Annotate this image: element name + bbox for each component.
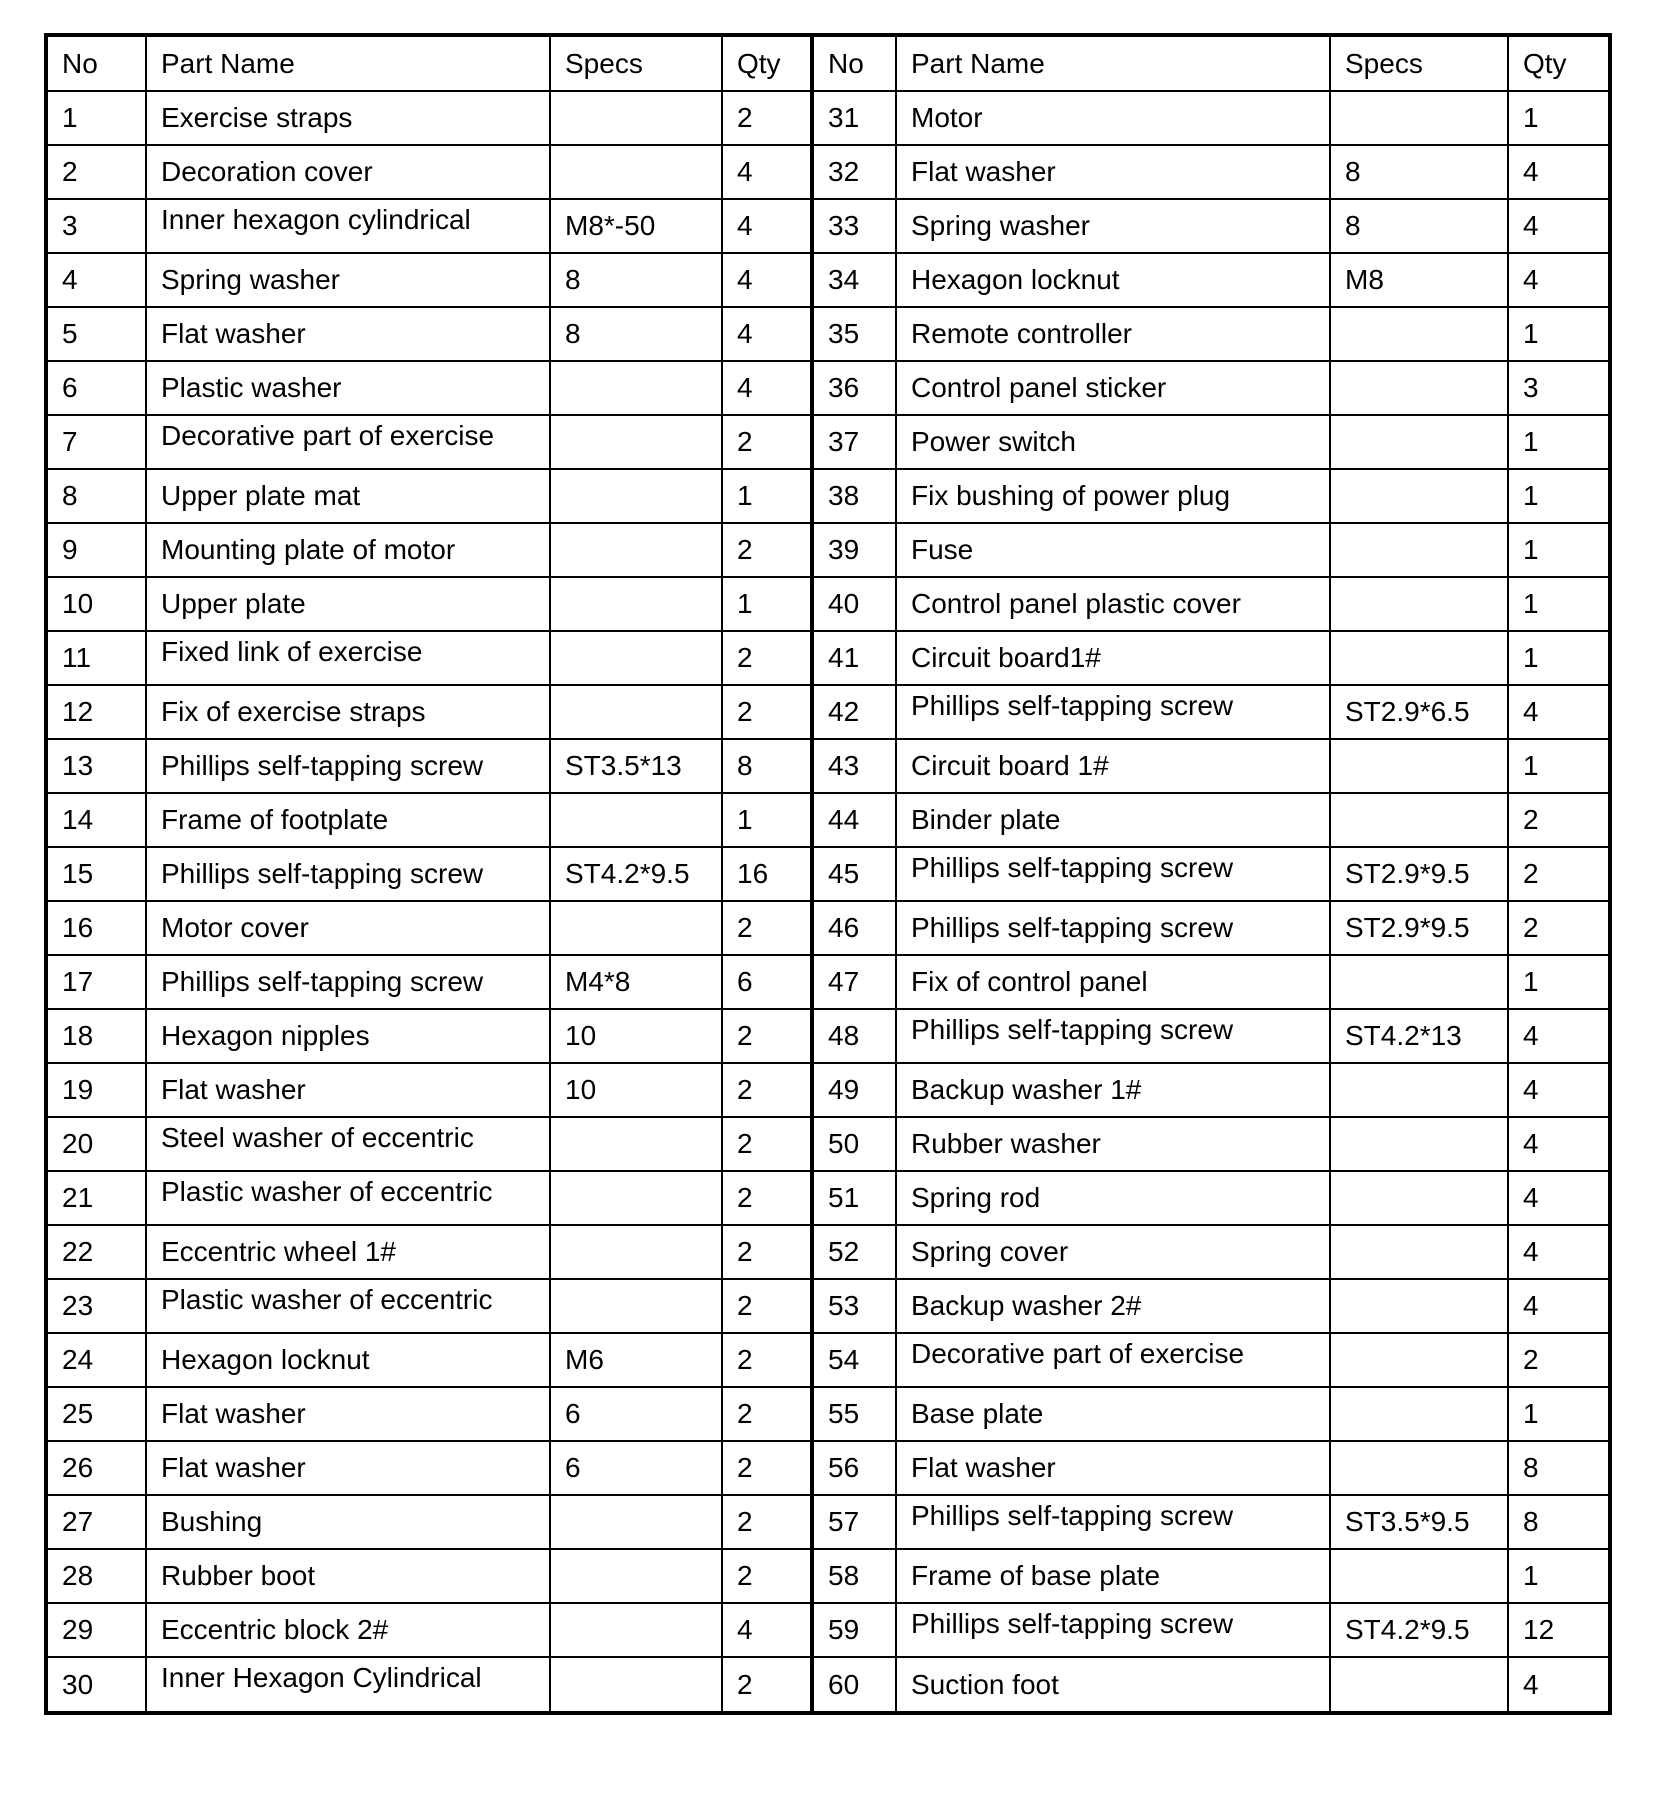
part-name-left: Mounting plate of motor bbox=[146, 523, 550, 577]
part-qty-right: 8 bbox=[1508, 1495, 1608, 1549]
part-name-right: Phillips self-tapping screw bbox=[896, 1009, 1330, 1063]
col-header-specs-right: Specs bbox=[1330, 37, 1508, 91]
part-specs-left bbox=[550, 469, 722, 523]
part-number-left: 28 bbox=[48, 1549, 146, 1603]
part-qty-left: 2 bbox=[722, 1549, 812, 1603]
part-number-left: 21 bbox=[48, 1171, 146, 1225]
part-number-right: 41 bbox=[812, 631, 896, 685]
part-qty-left: 2 bbox=[722, 1441, 812, 1495]
part-specs-left bbox=[550, 1117, 722, 1171]
col-header-no-right: No bbox=[812, 37, 896, 91]
table-row bbox=[48, 469, 1608, 523]
table-row bbox=[48, 1171, 1608, 1225]
part-qty-left: 1 bbox=[722, 577, 812, 631]
table-row bbox=[48, 1117, 1608, 1171]
part-qty-right: 1 bbox=[1508, 469, 1608, 523]
part-name-left: Hexagon locknut bbox=[146, 1333, 550, 1387]
part-name-right: Phillips self-tapping screw bbox=[896, 685, 1330, 739]
part-name-left: Bushing bbox=[146, 1495, 550, 1549]
part-name-left: Flat washer bbox=[146, 307, 550, 361]
part-number-right: 60 bbox=[812, 1657, 896, 1711]
part-number-left: 20 bbox=[48, 1117, 146, 1171]
part-specs-right bbox=[1330, 1333, 1508, 1387]
part-name-right: Base plate bbox=[896, 1387, 1330, 1441]
part-name-left: Inner Hexagon Cylindrical bbox=[146, 1657, 550, 1711]
part-name-left: Decorative part of exercise bbox=[146, 415, 550, 469]
table-row bbox=[48, 523, 1608, 577]
part-qty-left: 2 bbox=[722, 1495, 812, 1549]
part-number-right: 39 bbox=[812, 523, 896, 577]
part-name-right: Control panel sticker bbox=[896, 361, 1330, 415]
part-qty-left: 2 bbox=[722, 1171, 812, 1225]
part-specs-right bbox=[1330, 793, 1508, 847]
part-qty-left: 2 bbox=[722, 1009, 812, 1063]
part-qty-right: 1 bbox=[1508, 955, 1608, 1009]
part-number-left: 14 bbox=[48, 793, 146, 847]
part-qty-left: 4 bbox=[722, 253, 812, 307]
part-specs-right bbox=[1330, 1657, 1508, 1711]
part-name-right: Suction foot bbox=[896, 1657, 1330, 1711]
part-qty-left: 1 bbox=[722, 793, 812, 847]
part-specs-left bbox=[550, 1657, 722, 1711]
part-name-left: Phillips self-tapping screw bbox=[146, 955, 550, 1009]
part-name-right: Phillips self-tapping screw bbox=[896, 1603, 1330, 1657]
part-number-left: 9 bbox=[48, 523, 146, 577]
part-name-right: Remote controller bbox=[896, 307, 1330, 361]
part-number-right: 43 bbox=[812, 739, 896, 793]
part-number-right: 47 bbox=[812, 955, 896, 1009]
part-specs-right: M8 bbox=[1330, 253, 1508, 307]
part-name-right: Backup washer 1# bbox=[896, 1063, 1330, 1117]
table-row bbox=[48, 145, 1608, 199]
part-number-right: 33 bbox=[812, 199, 896, 253]
part-specs-left bbox=[550, 685, 722, 739]
part-qty-right: 1 bbox=[1508, 631, 1608, 685]
part-number-left: 3 bbox=[48, 199, 146, 253]
part-number-left: 22 bbox=[48, 1225, 146, 1279]
part-number-left: 11 bbox=[48, 631, 146, 685]
table-row bbox=[48, 631, 1608, 685]
part-number-right: 42 bbox=[812, 685, 896, 739]
part-specs-left: 8 bbox=[550, 253, 722, 307]
part-qty-right: 4 bbox=[1508, 1279, 1608, 1333]
part-name-right: Fuse bbox=[896, 523, 1330, 577]
part-name-left: Hexagon nipples bbox=[146, 1009, 550, 1063]
part-name-left: Upper plate bbox=[146, 577, 550, 631]
part-number-left: 16 bbox=[48, 901, 146, 955]
part-number-left: 2 bbox=[48, 145, 146, 199]
part-name-left: Steel washer of eccentric bbox=[146, 1117, 550, 1171]
part-specs-left bbox=[550, 1279, 722, 1333]
part-qty-right: 1 bbox=[1508, 91, 1608, 145]
part-number-right: 31 bbox=[812, 91, 896, 145]
part-number-right: 44 bbox=[812, 793, 896, 847]
part-number-right: 53 bbox=[812, 1279, 896, 1333]
part-specs-left bbox=[550, 577, 722, 631]
part-number-left: 26 bbox=[48, 1441, 146, 1495]
part-name-right: Backup washer 2# bbox=[896, 1279, 1330, 1333]
part-qty-right: 1 bbox=[1508, 523, 1608, 577]
part-name-left: Eccentric wheel 1# bbox=[146, 1225, 550, 1279]
part-number-left: 10 bbox=[48, 577, 146, 631]
part-specs-left bbox=[550, 793, 722, 847]
part-number-right: 49 bbox=[812, 1063, 896, 1117]
part-name-left: Plastic washer bbox=[146, 361, 550, 415]
part-number-right: 56 bbox=[812, 1441, 896, 1495]
part-qty-left: 4 bbox=[722, 361, 812, 415]
table-row bbox=[48, 1063, 1608, 1117]
part-specs-right bbox=[1330, 523, 1508, 577]
col-header-qty-right: Qty bbox=[1508, 37, 1608, 91]
table-row bbox=[48, 1549, 1608, 1603]
part-qty-left: 2 bbox=[722, 901, 812, 955]
part-name-right: Spring rod bbox=[896, 1171, 1330, 1225]
table-row bbox=[48, 901, 1608, 955]
part-number-left: 15 bbox=[48, 847, 146, 901]
part-specs-right bbox=[1330, 307, 1508, 361]
part-specs-right bbox=[1330, 631, 1508, 685]
part-qty-right: 4 bbox=[1508, 1009, 1608, 1063]
part-specs-right bbox=[1330, 1549, 1508, 1603]
part-number-right: 57 bbox=[812, 1495, 896, 1549]
part-qty-left: 2 bbox=[722, 1657, 812, 1711]
part-name-right: Fix bushing of power plug bbox=[896, 469, 1330, 523]
col-header-part-name: Part Name bbox=[146, 37, 550, 91]
part-qty-right: 1 bbox=[1508, 739, 1608, 793]
table-row bbox=[48, 577, 1608, 631]
col-header-part-name-right: Part Name bbox=[896, 37, 1330, 91]
part-specs-left bbox=[550, 1495, 722, 1549]
part-specs-left: M6 bbox=[550, 1333, 722, 1387]
part-name-left: Phillips self-tapping screw bbox=[146, 847, 550, 901]
part-name-left: Plastic washer of eccentric bbox=[146, 1171, 550, 1225]
part-name-left: Frame of footplate bbox=[146, 793, 550, 847]
part-specs-right: 8 bbox=[1330, 145, 1508, 199]
part-name-left: Flat washer bbox=[146, 1441, 550, 1495]
part-qty-left: 8 bbox=[722, 739, 812, 793]
part-specs-left bbox=[550, 901, 722, 955]
part-name-left: Fix of exercise straps bbox=[146, 685, 550, 739]
part-qty-left: 2 bbox=[722, 91, 812, 145]
part-specs-left: 6 bbox=[550, 1441, 722, 1495]
part-name-left: Spring washer bbox=[146, 253, 550, 307]
part-number-left: 25 bbox=[48, 1387, 146, 1441]
part-number-left: 18 bbox=[48, 1009, 146, 1063]
part-name-left: Upper plate mat bbox=[146, 469, 550, 523]
part-number-left: 13 bbox=[48, 739, 146, 793]
col-header-qty: Qty bbox=[722, 37, 812, 91]
part-number-left: 17 bbox=[48, 955, 146, 1009]
part-name-right: Hexagon locknut bbox=[896, 253, 1330, 307]
part-name-right: Spring cover bbox=[896, 1225, 1330, 1279]
part-name-left: Decoration cover bbox=[146, 145, 550, 199]
part-qty-left: 4 bbox=[722, 145, 812, 199]
table-row bbox=[48, 415, 1608, 469]
table-row bbox=[48, 685, 1608, 739]
part-specs-right bbox=[1330, 469, 1508, 523]
part-number-left: 6 bbox=[48, 361, 146, 415]
part-specs-right bbox=[1330, 1441, 1508, 1495]
part-number-right: 38 bbox=[812, 469, 896, 523]
col-header-specs: Specs bbox=[550, 37, 722, 91]
part-specs-right bbox=[1330, 577, 1508, 631]
part-qty-right: 4 bbox=[1508, 1225, 1608, 1279]
part-number-left: 24 bbox=[48, 1333, 146, 1387]
part-qty-right: 2 bbox=[1508, 847, 1608, 901]
part-qty-right: 2 bbox=[1508, 901, 1608, 955]
part-specs-left: ST4.2*9.5 bbox=[550, 847, 722, 901]
parts-table-body bbox=[48, 91, 1608, 1711]
part-qty-left: 1 bbox=[722, 469, 812, 523]
part-specs-left bbox=[550, 415, 722, 469]
part-name-left: Flat washer bbox=[146, 1387, 550, 1441]
part-qty-right: 8 bbox=[1508, 1441, 1608, 1495]
col-header-no: No bbox=[48, 37, 146, 91]
part-qty-right: 4 bbox=[1508, 1657, 1608, 1711]
part-specs-left bbox=[550, 91, 722, 145]
part-name-right: Fix of control panel bbox=[896, 955, 1330, 1009]
part-specs-left bbox=[550, 523, 722, 577]
part-specs-left bbox=[550, 631, 722, 685]
table-row bbox=[48, 793, 1608, 847]
part-qty-left: 4 bbox=[722, 1603, 812, 1657]
table-row bbox=[48, 199, 1608, 253]
part-name-right: Phillips self-tapping screw bbox=[896, 1495, 1330, 1549]
part-number-left: 5 bbox=[48, 307, 146, 361]
part-name-left: Motor cover bbox=[146, 901, 550, 955]
part-specs-right bbox=[1330, 1117, 1508, 1171]
part-number-left: 4 bbox=[48, 253, 146, 307]
table-row bbox=[48, 1333, 1608, 1387]
part-qty-left: 2 bbox=[722, 1063, 812, 1117]
part-qty-right: 2 bbox=[1508, 1333, 1608, 1387]
part-qty-right: 4 bbox=[1508, 1117, 1608, 1171]
part-name-right: Spring washer bbox=[896, 199, 1330, 253]
part-name-right: Flat washer bbox=[896, 1441, 1330, 1495]
part-qty-left: 2 bbox=[722, 685, 812, 739]
table-row bbox=[48, 91, 1608, 145]
part-name-right: Motor bbox=[896, 91, 1330, 145]
part-qty-left: 2 bbox=[722, 1225, 812, 1279]
part-number-right: 32 bbox=[812, 145, 896, 199]
part-qty-right: 1 bbox=[1508, 1549, 1608, 1603]
table-row bbox=[48, 1657, 1608, 1711]
part-number-left: 8 bbox=[48, 469, 146, 523]
part-qty-right: 3 bbox=[1508, 361, 1608, 415]
table-row bbox=[48, 1009, 1608, 1063]
part-name-left: Fixed link of exercise bbox=[146, 631, 550, 685]
part-specs-right bbox=[1330, 1225, 1508, 1279]
part-qty-right: 4 bbox=[1508, 1063, 1608, 1117]
part-specs-left: 10 bbox=[550, 1009, 722, 1063]
part-qty-left: 2 bbox=[722, 1333, 812, 1387]
part-specs-right: ST2.9*9.5 bbox=[1330, 901, 1508, 955]
table-row bbox=[48, 1225, 1608, 1279]
part-number-left: 23 bbox=[48, 1279, 146, 1333]
part-qty-left: 2 bbox=[722, 1279, 812, 1333]
part-specs-left bbox=[550, 1603, 722, 1657]
part-number-right: 51 bbox=[812, 1171, 896, 1225]
part-name-right: Phillips self-tapping screw bbox=[896, 901, 1330, 955]
part-number-left: 12 bbox=[48, 685, 146, 739]
part-name-right: Flat washer bbox=[896, 145, 1330, 199]
table-row bbox=[48, 1441, 1608, 1495]
part-name-left: Eccentric block 2# bbox=[146, 1603, 550, 1657]
table-row bbox=[48, 307, 1608, 361]
part-number-right: 40 bbox=[812, 577, 896, 631]
part-specs-left bbox=[550, 1225, 722, 1279]
part-name-left: Phillips self-tapping screw bbox=[146, 739, 550, 793]
table-row bbox=[48, 1279, 1608, 1333]
part-qty-right: 4 bbox=[1508, 199, 1608, 253]
part-specs-right bbox=[1330, 739, 1508, 793]
part-specs-left bbox=[550, 361, 722, 415]
part-name-right: Phillips self-tapping screw bbox=[896, 847, 1330, 901]
part-number-right: 58 bbox=[812, 1549, 896, 1603]
part-number-left: 1 bbox=[48, 91, 146, 145]
part-number-left: 29 bbox=[48, 1603, 146, 1657]
part-qty-left: 2 bbox=[722, 1117, 812, 1171]
part-qty-right: 2 bbox=[1508, 793, 1608, 847]
part-qty-right: 1 bbox=[1508, 577, 1608, 631]
part-qty-left: 6 bbox=[722, 955, 812, 1009]
part-name-right: Rubber washer bbox=[896, 1117, 1330, 1171]
table-row bbox=[48, 361, 1608, 415]
part-specs-left bbox=[550, 1549, 722, 1603]
part-qty-right: 1 bbox=[1508, 1387, 1608, 1441]
part-specs-right: ST2.9*9.5 bbox=[1330, 847, 1508, 901]
table-row bbox=[48, 1603, 1608, 1657]
part-number-right: 48 bbox=[812, 1009, 896, 1063]
part-qty-left: 4 bbox=[722, 199, 812, 253]
table-row bbox=[48, 1495, 1608, 1549]
part-number-left: 30 bbox=[48, 1657, 146, 1711]
part-qty-right: 1 bbox=[1508, 415, 1608, 469]
part-specs-left bbox=[550, 1171, 722, 1225]
table-row bbox=[48, 739, 1608, 793]
part-name-left: Flat washer bbox=[146, 1063, 550, 1117]
part-specs-left: 6 bbox=[550, 1387, 722, 1441]
part-qty-right: 4 bbox=[1508, 253, 1608, 307]
table-row bbox=[48, 847, 1608, 901]
part-number-right: 36 bbox=[812, 361, 896, 415]
part-name-left: Exercise straps bbox=[146, 91, 550, 145]
part-number-right: 50 bbox=[812, 1117, 896, 1171]
part-number-right: 54 bbox=[812, 1333, 896, 1387]
part-number-right: 55 bbox=[812, 1387, 896, 1441]
table-row bbox=[48, 253, 1608, 307]
part-name-right: Circuit board1# bbox=[896, 631, 1330, 685]
part-number-right: 37 bbox=[812, 415, 896, 469]
part-specs-right bbox=[1330, 1387, 1508, 1441]
part-name-left: Inner hexagon cylindrical bbox=[146, 199, 550, 253]
part-name-right: Circuit board 1# bbox=[896, 739, 1330, 793]
part-specs-right bbox=[1330, 91, 1508, 145]
parts-list-sheet bbox=[44, 33, 1612, 1715]
part-specs-left: M4*8 bbox=[550, 955, 722, 1009]
part-number-left: 27 bbox=[48, 1495, 146, 1549]
part-qty-right: 4 bbox=[1508, 685, 1608, 739]
part-qty-left: 2 bbox=[722, 523, 812, 577]
part-specs-left: 8 bbox=[550, 307, 722, 361]
parts-table bbox=[48, 37, 1608, 1711]
part-specs-left bbox=[550, 145, 722, 199]
part-specs-right bbox=[1330, 1279, 1508, 1333]
part-number-right: 34 bbox=[812, 253, 896, 307]
part-name-right: Control panel plastic cover bbox=[896, 577, 1330, 631]
part-name-right: Decorative part of exercise bbox=[896, 1333, 1330, 1387]
part-name-left: Rubber boot bbox=[146, 1549, 550, 1603]
part-number-right: 52 bbox=[812, 1225, 896, 1279]
part-name-right: Binder plate bbox=[896, 793, 1330, 847]
part-name-right: Frame of base plate bbox=[896, 1549, 1330, 1603]
part-specs-right: ST2.9*6.5 bbox=[1330, 685, 1508, 739]
part-specs-right bbox=[1330, 955, 1508, 1009]
part-specs-right: ST4.2*13 bbox=[1330, 1009, 1508, 1063]
part-specs-right: ST3.5*9.5 bbox=[1330, 1495, 1508, 1549]
part-specs-left: M8*-50 bbox=[550, 199, 722, 253]
part-qty-left: 16 bbox=[722, 847, 812, 901]
part-number-left: 7 bbox=[48, 415, 146, 469]
part-qty-left: 2 bbox=[722, 631, 812, 685]
part-number-right: 45 bbox=[812, 847, 896, 901]
part-number-right: 35 bbox=[812, 307, 896, 361]
part-specs-left: ST3.5*13 bbox=[550, 739, 722, 793]
part-qty-right: 4 bbox=[1508, 145, 1608, 199]
table-row bbox=[48, 955, 1608, 1009]
part-specs-right bbox=[1330, 415, 1508, 469]
part-name-left: Plastic washer of eccentric bbox=[146, 1279, 550, 1333]
part-qty-left: 2 bbox=[722, 415, 812, 469]
header-row bbox=[48, 37, 1608, 91]
part-number-right: 59 bbox=[812, 1603, 896, 1657]
part-specs-left: 10 bbox=[550, 1063, 722, 1117]
part-name-right: Power switch bbox=[896, 415, 1330, 469]
part-specs-right bbox=[1330, 1171, 1508, 1225]
part-qty-right: 12 bbox=[1508, 1603, 1608, 1657]
part-specs-right: 8 bbox=[1330, 199, 1508, 253]
part-specs-right bbox=[1330, 1063, 1508, 1117]
part-qty-left: 2 bbox=[722, 1387, 812, 1441]
part-qty-left: 4 bbox=[722, 307, 812, 361]
part-specs-right bbox=[1330, 361, 1508, 415]
part-number-right: 46 bbox=[812, 901, 896, 955]
table-row bbox=[48, 1387, 1608, 1441]
part-specs-right: ST4.2*9.5 bbox=[1330, 1603, 1508, 1657]
part-qty-right: 4 bbox=[1508, 1171, 1608, 1225]
part-qty-right: 1 bbox=[1508, 307, 1608, 361]
part-number-left: 19 bbox=[48, 1063, 146, 1117]
